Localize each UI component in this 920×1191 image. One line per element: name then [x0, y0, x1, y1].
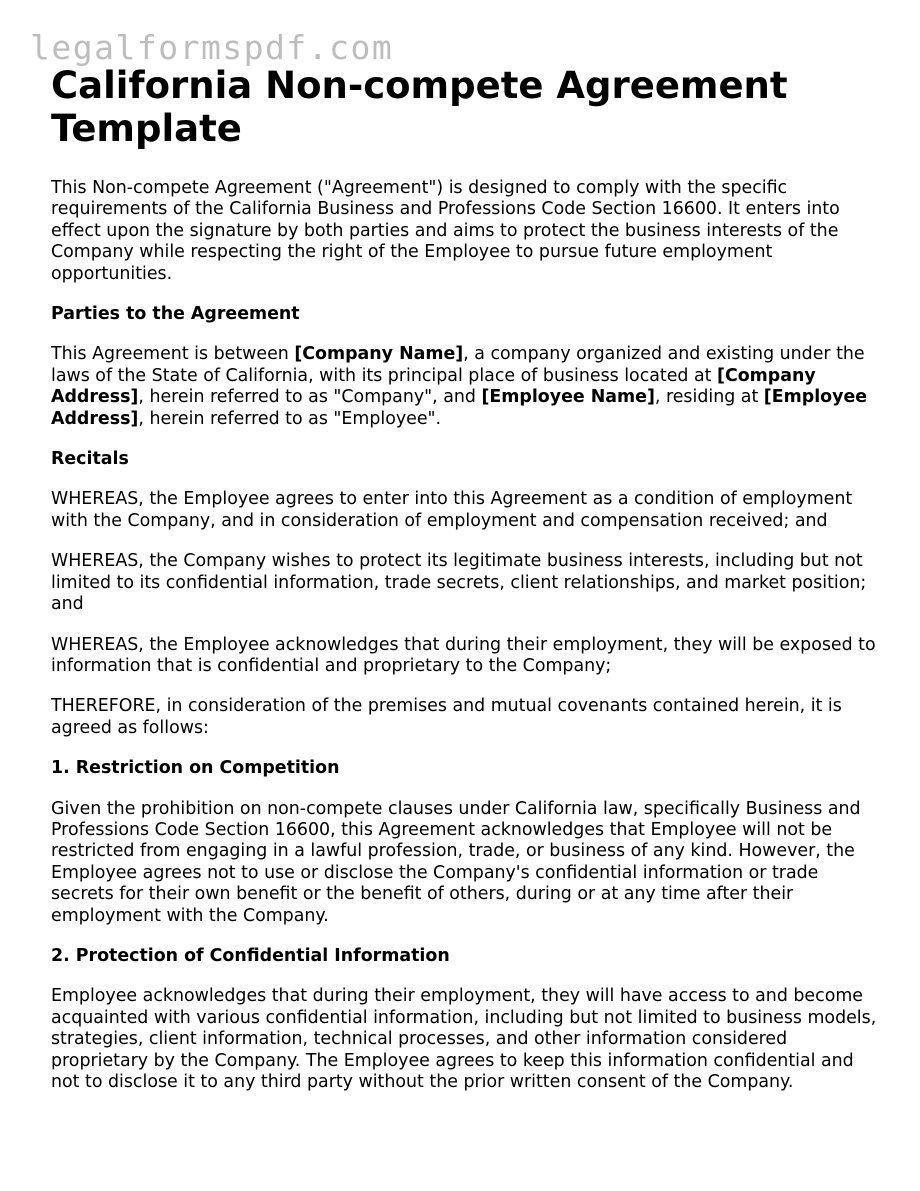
recital-paragraph-3: WHEREAS, the Employee acknowledges that during their employment, they will be exposed to information that is confidential and proprietary to the Company;	[51, 634, 876, 676]
recitals-heading: Recitals	[51, 449, 129, 470]
recital-paragraph-4: THEREFORE, in consideration of the premises and mutual covenants contained herein, it is agreed as follows:	[51, 696, 842, 738]
parties-text-5: , herein referred to as "Employee".	[138, 408, 442, 429]
parties-text-4: , residing at	[654, 387, 764, 408]
recital-paragraph-1: WHEREAS, the Employee agrees to enter into this Agreement as a condition of employment with the Company, and in consideration of employment and compensation received; and	[51, 489, 853, 531]
watermark: legalformspdf.com	[30, 28, 394, 67]
company-address-placeholder: [Company Address]	[51, 365, 816, 408]
section-2-body: Employee acknowledges that during their employment, they will have access to and become acquainted with various confidential information, including but not limited to business models, strategies, client information, technical processes, and other information considered proprietary by the Company. The Employee agrees to keep this information confidential and not to disclose it to any third party without the prior written consent of the Company.	[51, 986, 877, 1092]
company-name-placeholder: [Company Name]	[294, 344, 464, 365]
section-1-body: Given the prohibition on non-compete clauses under California law, specifically Business and Professions Code Section 16600, this Agreement acknowledges that Employee will not be restricted from engaging in a lawful profession, trade, or business of any kind. However, the Employee agrees not to use or disclose the Company's confidential information or trade secrets for their own benefit or the benefit of others, during or at any time after their employment with the Company.	[51, 798, 861, 926]
section-2-heading: 2. Protection of Confidential Information	[51, 945, 450, 966]
parties-text-2: , a company organized and existing under the laws of the State of California, with its principal place of business located at	[51, 344, 865, 386]
parties-text-1: This Agreement is between	[51, 344, 295, 365]
document-page	[51, 64, 881, 1112]
parties-heading: Parties to the Agreement	[51, 304, 300, 325]
document-title: California Non-compete Agreement Template	[51, 64, 788, 150]
employee-address-placeholder: [Employee Address]	[51, 387, 868, 429]
recital-paragraph-2: WHEREAS, the Company wishes to protect its legitimate business interests, including but not limited to its confidential information, trade secrets, client relationships, and market position; and	[51, 551, 867, 615]
employee-name-placeholder: [Employee Name]	[481, 387, 655, 408]
intro-paragraph: This Non-compete Agreement ("Agreement") is designed to comply with the specific requirements of the California Business and Professions Code Section 16600. It enters into effect upon the signature by both parties and aims to protect the business interests of the Company while respecting the right of the Employee to pursue future employment opportunities.	[51, 178, 840, 284]
parties-text-3: , herein referred to as "Company", and	[138, 387, 482, 408]
section-1-heading: 1. Restriction on Competition	[51, 758, 340, 779]
parties-paragraph	[51, 344, 881, 430]
